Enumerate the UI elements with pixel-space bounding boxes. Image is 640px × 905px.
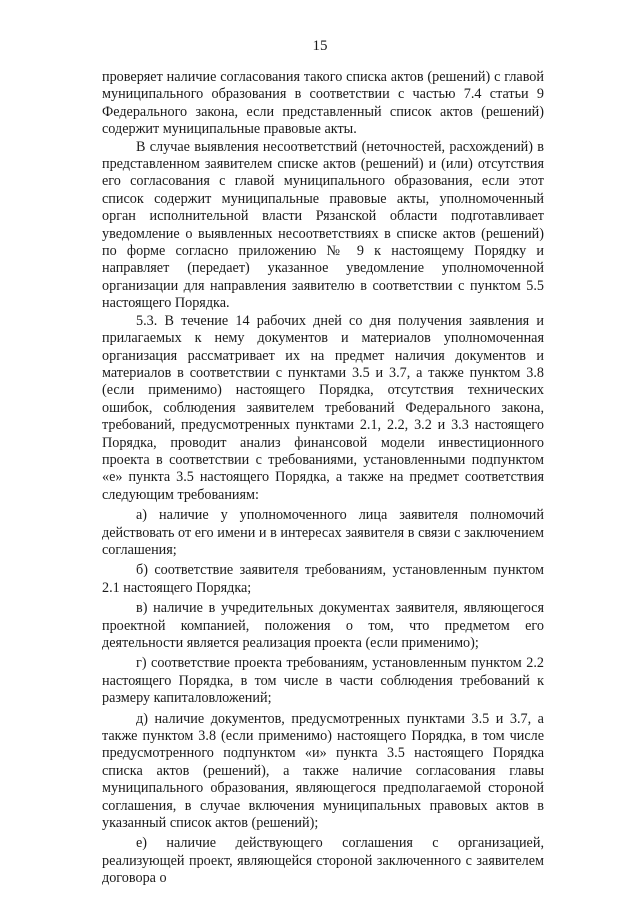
list-item-b: б) соответствие заявителя требованиям, установленным пунктом 2.1 настоящего Порядка; [102, 562, 544, 596]
paragraph-5-3: 5.3. В течение 14 рабочих дней со дня получения заявления и прилагаемых к нему документов и материалов уполномоченная организация рассматривает их на предмет наличия документов и материалов в соответствии с пунктами 3.5 и 3.7, а также пунктом 3.8 (если применимо) настоящего Порядка, отсутствия технических ошибок, соблюдения заявителем требований Федерального закона, требований, предусмотренных пунктами 2.1, 2.2, 3.2 и 3.3 настоящего Порядка, проводит анализ финансовой модели инвестиционного проекта в соответствии с требованиями, установленными подпунктом «е» пункта 3.5 настоящего Порядка, а также на предмет соответствия следующим требованиям: [102, 312, 544, 503]
paragraph-continuation: проверяет наличие согласования такого списка актов (решений) с главой муниципального образования в соответствии с частью 7.4 статьи 9 Федерального закона, если представленный список актов (решений) содержит муниципальные правовые акты. [102, 69, 544, 138]
list-item-v: в) наличие в учредительных документах заявителя, являющегося проектной компанией, положения о том, что предметом его деятельности является реализация проекта (если применимо); [102, 600, 544, 651]
list-item-d: д) наличие документов, предусмотренных пунктами 3.5 и 3.7, а также пунктом 3.8 (если применимо) настоящего Порядка, в том числе предусмотренного подпунктом «и» пункта 3.5 настоящего Порядка списка актов (решений), а также наличие согласования главы муниципального образования, являющегося предполагаемой стороной соглашения, в случае включения муниципальных правовых актов в указанный список актов (решений); [102, 710, 544, 832]
document-body [102, 69, 544, 888]
page-number: 15 [312, 38, 328, 54]
list-item-g: г) соответствие проекта требованиям, установленным пунктом 2.2 настоящего Порядка, в том числе в части соблюдения требований к размеру капиталовложений; [102, 655, 544, 707]
list-item-e: е) наличие действующего соглашения с организацией, реализующей проект, являющейся стороной заключенного с заявителем договора о [102, 835, 544, 887]
paragraph-discrepancies: В случае выявления несоответствий (неточностей, расхождений) в представленном заявителем списке актов (решений) и (или) отсутствия его согласования с главой муниципального образования, если этот список содержит муниципальные правовые акты, уполномоченный орган исполнительной власти Рязанской области подготавливает уведомление о выявленных несоответствиях в списке актов (решений) по форме согласно приложению № 9 к настоящему Порядку и направляет (передает) указанное уведомление уполномоченной организации для направления заявителю в соответствии с пунктом 5.5 настоящего Порядка. [102, 138, 544, 312]
list-item-a: а) наличие у уполномоченного лица заявителя полномочий действовать от его имени и в интересах заявителя в связи с заключением соглашения; [102, 507, 544, 558]
